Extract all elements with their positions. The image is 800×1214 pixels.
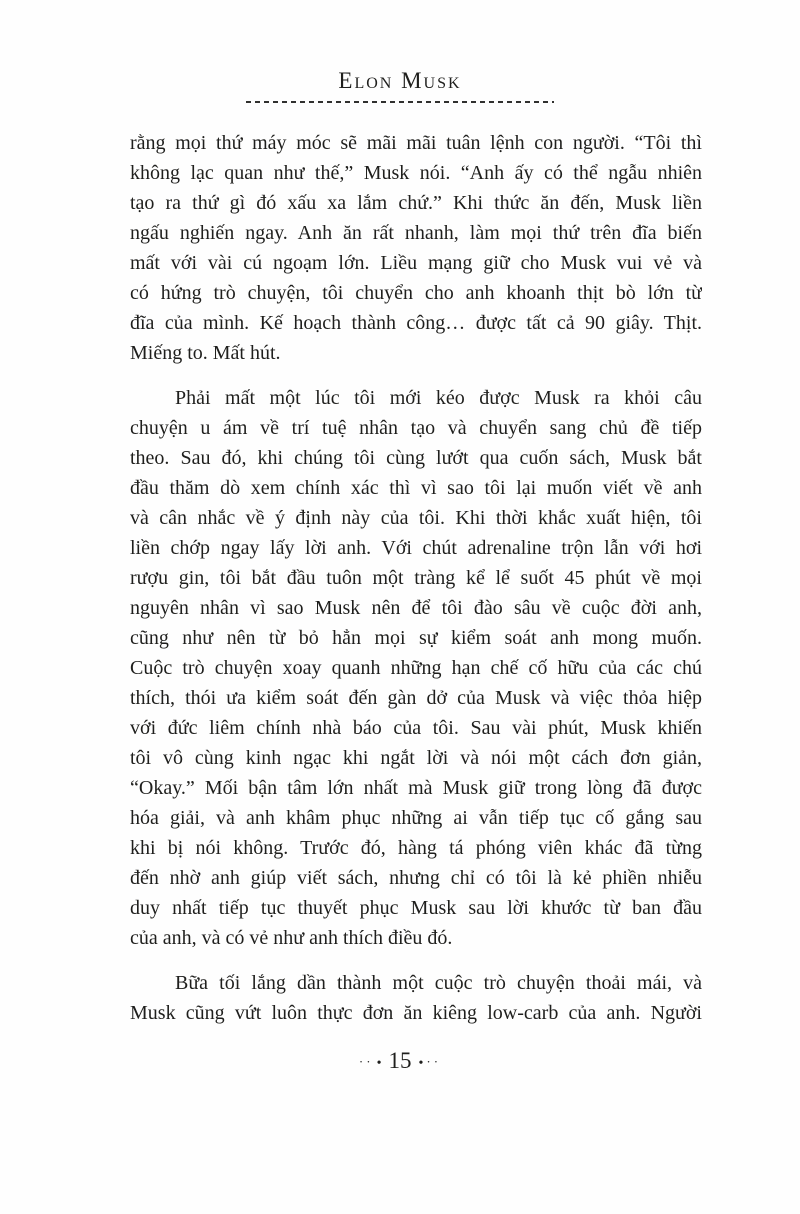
text-line: của anh, và có vẻ như anh thích điều đó. <box>130 927 453 949</box>
running-header-title: Elon Musk <box>338 68 462 93</box>
text-line: và cân nhắc về ý định này của tôi. Khi thời khắc xuất hiện, tôi <box>130 507 702 529</box>
text-line: thích, thói ưa kiểm soát đến gàn dở của Musk và việc thỏa hiệp <box>130 687 702 709</box>
footer-right-bullet: • <box>418 1056 424 1071</box>
footer-right-dots: ·· <box>426 1054 442 1069</box>
text-line: Cuộc trò chuyện xoay quanh những hạn chế cố hữu của các chú <box>130 657 702 679</box>
text-block <box>130 128 702 1028</box>
text-line: đầu thăm dò xem chính xác thì vì sao tôi lại muốn viết về anh <box>130 477 702 499</box>
text-line: “Okay.” Mối bận tâm lớn nhất mà Musk giữ trong lòng đã được <box>130 777 702 799</box>
paragraph <box>130 968 702 1028</box>
text-line: cũng như nên từ bỏ hẳn mọi sự kiểm soát anh mong muốn. <box>130 627 702 649</box>
text-line: liền chớp ngay lấy lời anh. Với chút adrenaline trộn lẫn với hơi <box>130 537 702 559</box>
text-line: chuyện u ám về trí tuệ nhân tạo và chuyển sang chủ đề tiếp <box>130 417 702 439</box>
text-line: duy nhất tiếp tục thuyết phục Musk sau lời khước từ ban đầu <box>130 897 702 919</box>
text-line: đến nhờ anh giúp viết sách, nhưng chỉ có tôi là kẻ phiền nhiễu <box>130 867 702 889</box>
text-line: ngấu nghiến ngay. Anh ăn rất nhanh, làm mọi thứ trên đĩa biến <box>130 222 702 244</box>
text-line: Miếng to. Mất hút. <box>130 342 281 364</box>
paragraph <box>130 128 702 368</box>
text-line: Bữa tối lắng dần thành một cuộc trò chuyện thoải mái, và <box>175 972 702 994</box>
text-line: tôi vô cùng kinh ngạc khi ngắt lời và nói một cách đơn giản, <box>130 747 702 769</box>
text-line: với đức liêm chính nhà báo của tôi. Sau vài phút, Musk khiến <box>130 717 702 739</box>
footer-left-bullet: • <box>376 1056 382 1071</box>
text-line: khi bị nói không. Trước đó, hàng tá phóng viên khác đã từng <box>130 837 702 859</box>
text-line: theo. Sau đó, khi chúng tôi cùng lướt qua cuốn sách, Musk bắt <box>130 447 702 469</box>
paragraph <box>130 383 702 953</box>
text-line: có hứng trò chuyện, tôi chuyển cho anh khoanh thịt bò lớn từ <box>130 282 702 304</box>
text-line: tạo ra thứ gì đó xấu xa lắm chứ.” Khi thức ăn đến, Musk liền <box>130 192 702 214</box>
text-line: rằng mọi thứ máy móc sẽ mãi mãi tuân lệnh con người. “Tôi thì <box>130 132 702 154</box>
text-line: mất với vài cú ngoạm lớn. Liều mạng giữ cho Musk vui vẻ và <box>130 252 702 274</box>
page-footer <box>0 1048 800 1074</box>
header-divider <box>246 101 554 103</box>
text-line: hóa giải, và anh khâm phục những ai vẫn tiếp tục cố gắng sau <box>130 807 702 829</box>
text-line: đĩa của mình. Kế hoạch thành công… được tất cả 90 giây. Thịt. <box>130 312 702 334</box>
text-line: Musk cũng vứt luôn thực đơn ăn kiêng low-carb của anh. Người <box>130 1002 702 1024</box>
text-line: không lạc quan như thế,” Musk nói. “Anh ấy có thể ngẫu nhiên <box>130 162 702 184</box>
page-number: 15 <box>388 1048 412 1073</box>
text-line: nguyên nhân vì sao Musk nên để tôi đào sâu về cuộc đời anh, <box>130 597 702 619</box>
footer-left-dots: ·· <box>358 1054 374 1069</box>
text-line: Phải mất một lúc tôi mới kéo được Musk ra khỏi câu <box>175 387 702 409</box>
text-line: rượu gin, tôi bắt đầu tuôn một tràng kể lể suốt 45 phút về mọi <box>130 567 702 589</box>
